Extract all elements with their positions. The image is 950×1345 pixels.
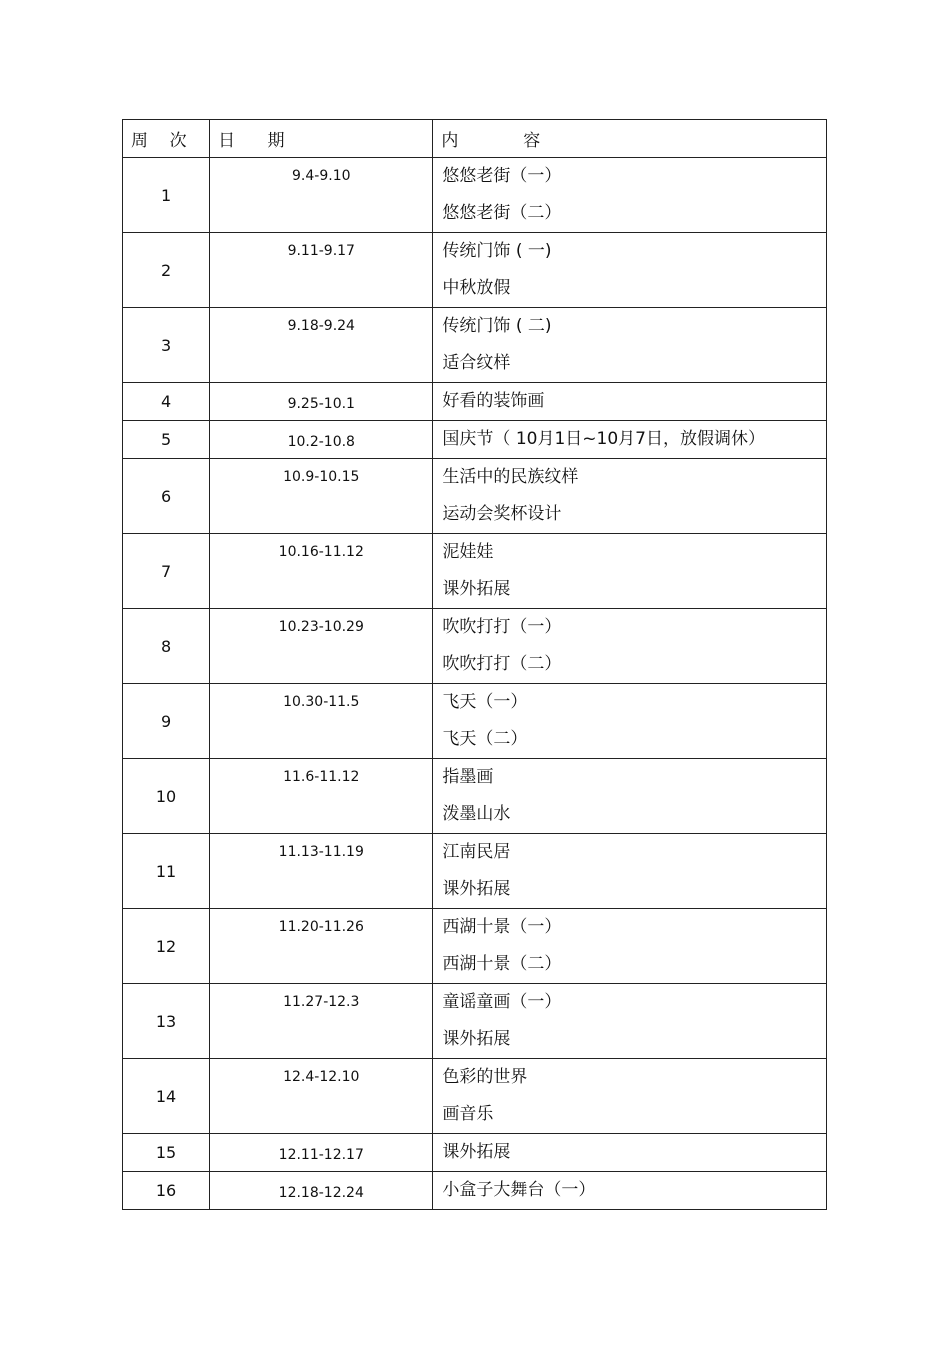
week-number: 9 <box>123 684 210 759</box>
lesson-topic: 中秋放假 <box>442 278 511 298</box>
lesson-topic: 江南民居 <box>442 842 511 862</box>
content-cell <box>433 308 827 383</box>
lesson-topic: 课外拓展 <box>442 1142 511 1162</box>
date-range-cell <box>210 534 433 609</box>
week-number: 7 <box>123 534 210 609</box>
date-range-cell <box>210 984 433 1059</box>
week-number: 1 <box>123 158 210 233</box>
date-range-cell <box>210 1059 433 1134</box>
lesson-topic: 小盒子大舞台（一） <box>442 1180 596 1200</box>
table-row <box>123 1134 827 1172</box>
lesson-topic: 课外拓展 <box>442 879 511 899</box>
table-row <box>123 984 827 1059</box>
content-cell <box>433 984 827 1059</box>
schedule-body <box>123 158 827 1210</box>
content-cell <box>433 233 827 308</box>
content-cell <box>433 1059 827 1134</box>
content-cell <box>433 1172 827 1210</box>
content-cell <box>433 759 827 834</box>
lesson-topic: 悠悠老街（一） <box>442 166 562 186</box>
lesson-topic: 课外拓展 <box>442 1029 511 1049</box>
date-range: 10.9-10.15 <box>283 469 360 485</box>
content-cell <box>433 909 827 984</box>
table-row <box>123 609 827 684</box>
table-row <box>123 1172 827 1210</box>
lesson-topic: 童谣童画（一） <box>442 992 562 1012</box>
content-cell <box>433 158 827 233</box>
lesson-topic: 生活中的民族纹样 <box>442 467 579 487</box>
week-number: 12 <box>123 909 210 984</box>
lesson-topic: 课外拓展 <box>442 579 511 599</box>
date-range: 12.4-12.10 <box>283 1069 360 1085</box>
content-cell <box>433 459 827 534</box>
week-number: 6 <box>123 459 210 534</box>
header-content: 内 容 <box>433 120 827 158</box>
date-range: 10.30-11.5 <box>283 694 360 710</box>
table-row <box>123 233 827 308</box>
lesson-topic: 适合纹样 <box>442 353 511 373</box>
lesson-topic: 传统门饰 ( 一) <box>442 241 552 261</box>
date-range-cell <box>210 609 433 684</box>
lesson-topic: 泥娃娃 <box>442 542 494 562</box>
lesson-topic: 吹吹打打（一） <box>442 617 562 637</box>
date-range-cell <box>210 684 433 759</box>
date-range-cell <box>210 459 433 534</box>
schedule-table <box>122 119 827 1210</box>
week-number: 10 <box>123 759 210 834</box>
date-range-cell <box>210 158 433 233</box>
lesson-topic: 西湖十景（二） <box>442 954 562 974</box>
date-range: 9.18-9.24 <box>287 318 355 334</box>
lesson-topic: 国庆节（ 10月1日~10月7日，放假调休） <box>442 429 765 449</box>
week-number: 16 <box>123 1172 210 1210</box>
content-cell <box>433 609 827 684</box>
lesson-topic: 飞天（二） <box>442 729 528 749</box>
week-number: 14 <box>123 1059 210 1134</box>
table-row <box>123 759 827 834</box>
lesson-topic: 传统门饰 ( 二) <box>442 316 552 336</box>
date-range: 10.16-11.12 <box>278 544 364 560</box>
lesson-topic: 泼墨山水 <box>442 804 511 824</box>
lesson-topic: 吹吹打打（二） <box>442 654 562 674</box>
table-row <box>123 534 827 609</box>
lesson-topic: 西湖十景（一） <box>442 917 562 937</box>
lesson-topic: 画音乐 <box>442 1104 494 1124</box>
date-range: 9.25-10.1 <box>287 395 355 412</box>
content-cell <box>433 1134 827 1172</box>
week-number: 2 <box>123 233 210 308</box>
lesson-topic: 悠悠老街（二） <box>442 203 562 223</box>
content-cell <box>433 834 827 909</box>
table-row <box>123 909 827 984</box>
table-row <box>123 421 827 459</box>
date-range: 10.2-10.8 <box>287 433 355 450</box>
week-number: 4 <box>123 383 210 421</box>
date-range: 11.13-11.19 <box>278 844 364 860</box>
date-range-cell <box>210 1134 433 1172</box>
header-date: 日 期 <box>210 120 433 158</box>
table-row <box>123 308 827 383</box>
table-row <box>123 158 827 233</box>
week-number: 8 <box>123 609 210 684</box>
content-cell <box>433 534 827 609</box>
date-range: 9.4-9.10 <box>292 168 351 184</box>
week-number: 15 <box>123 1134 210 1172</box>
date-range: 9.11-9.17 <box>287 243 355 259</box>
header-row <box>123 120 827 158</box>
date-range: 11.6-11.12 <box>283 769 360 785</box>
lesson-topic: 好看的装饰画 <box>442 391 545 411</box>
content-cell <box>433 421 827 459</box>
lesson-topic: 色彩的世界 <box>442 1067 528 1087</box>
content-cell <box>433 684 827 759</box>
date-range-cell <box>210 233 433 308</box>
lesson-topic: 飞天（一） <box>442 692 528 712</box>
week-number: 5 <box>123 421 210 459</box>
date-range-cell <box>210 421 433 459</box>
table-row <box>123 383 827 421</box>
table-row <box>123 459 827 534</box>
lesson-topic: 运动会奖杯设计 <box>442 504 562 524</box>
date-range-cell <box>210 383 433 421</box>
header-week: 周 次 <box>123 120 210 158</box>
date-range-cell <box>210 759 433 834</box>
date-range-cell <box>210 909 433 984</box>
date-range-cell <box>210 834 433 909</box>
week-number: 13 <box>123 984 210 1059</box>
table-row <box>123 834 827 909</box>
date-range: 11.27-12.3 <box>283 994 360 1010</box>
date-range: 11.20-11.26 <box>278 919 364 935</box>
week-number: 3 <box>123 308 210 383</box>
date-range-cell <box>210 308 433 383</box>
table-row <box>123 684 827 759</box>
content-cell <box>433 383 827 421</box>
date-range: 12.11-12.17 <box>278 1146 364 1163</box>
week-number: 11 <box>123 834 210 909</box>
lesson-topic: 指墨画 <box>442 767 494 787</box>
date-range: 12.18-12.24 <box>278 1184 364 1201</box>
date-range-cell <box>210 1172 433 1210</box>
table-row <box>123 1059 827 1134</box>
date-range: 10.23-10.29 <box>278 619 364 635</box>
